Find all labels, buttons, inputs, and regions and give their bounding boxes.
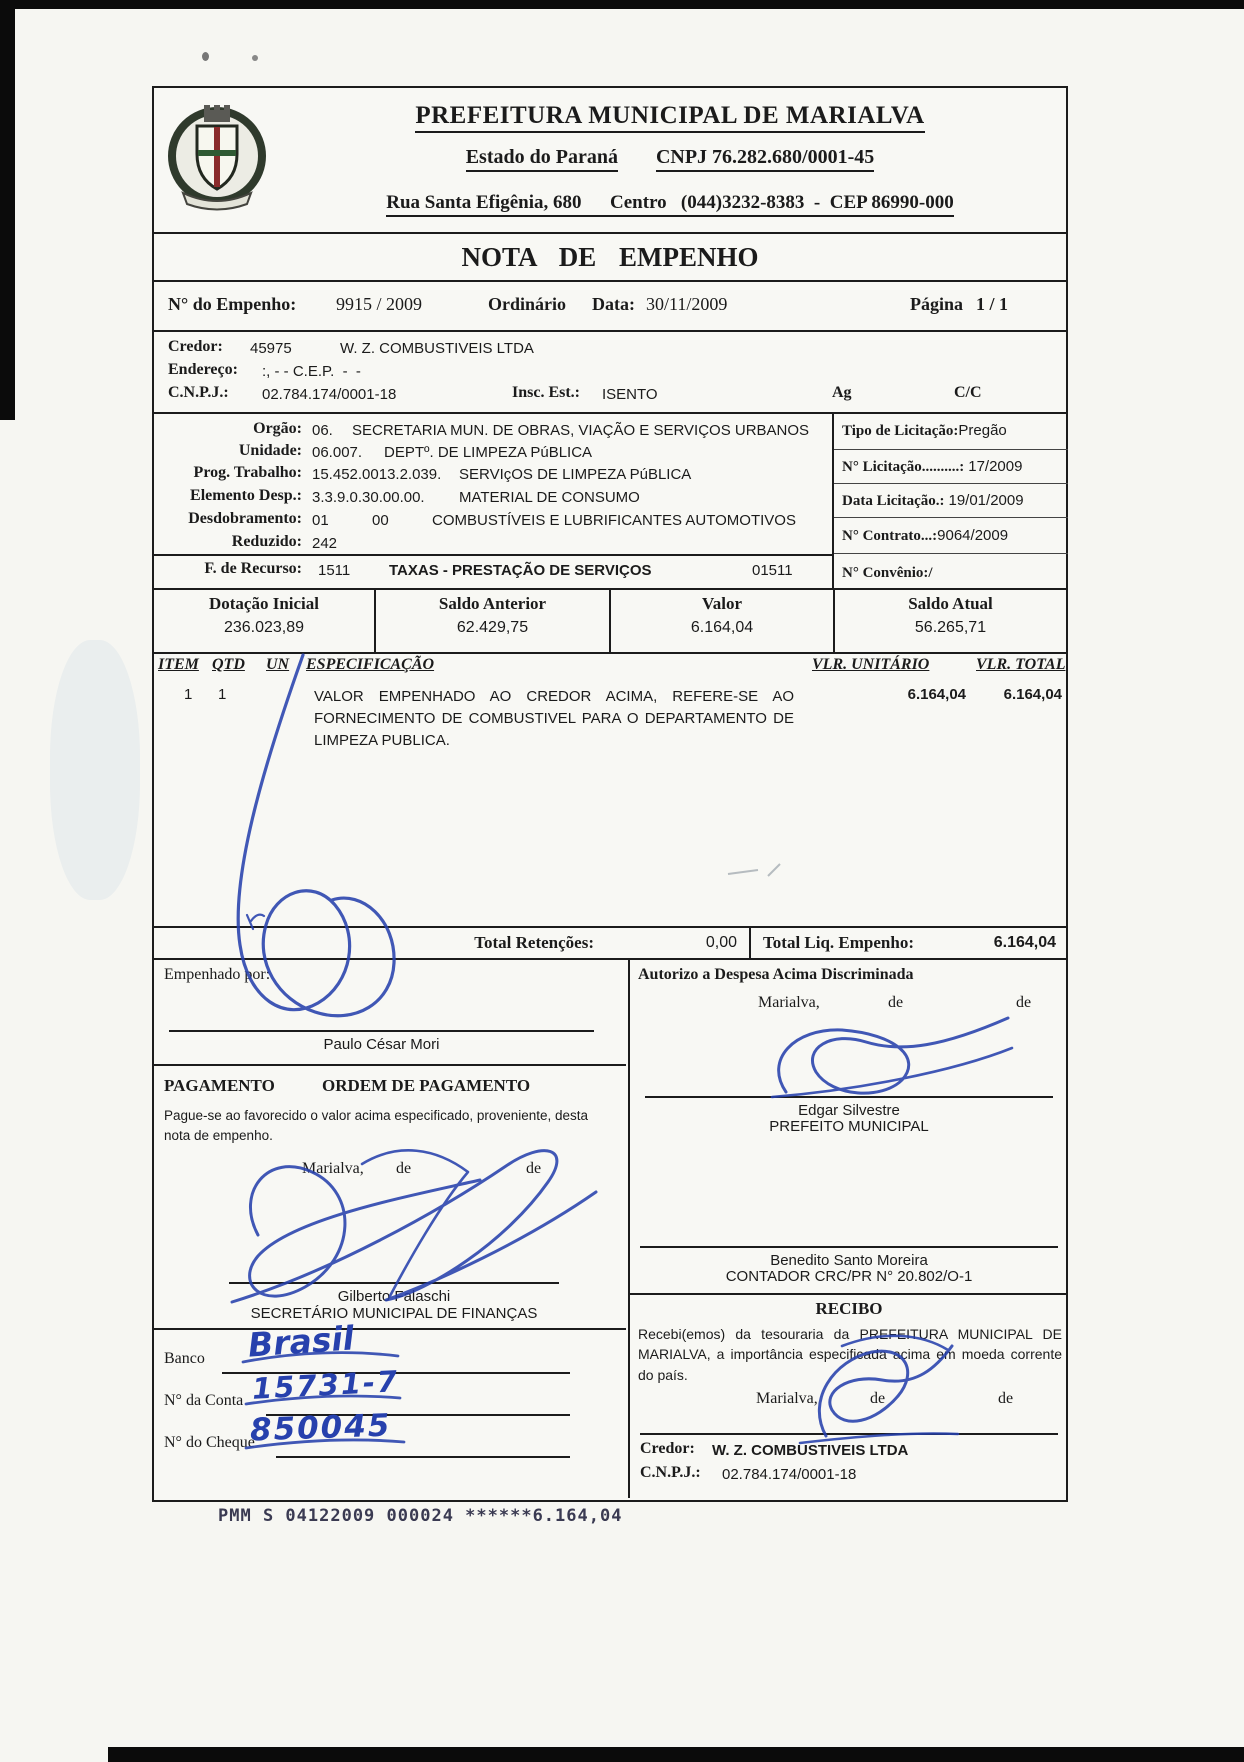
doc-title: NOTA DE EMPENHO xyxy=(461,242,759,272)
organ-label: Orgão: xyxy=(253,420,302,437)
page-number: 1 / 1 xyxy=(976,294,1009,314)
finance-secretary-title: SECRETÁRIO MUNICIPAL DE FINANÇAS xyxy=(250,1305,538,1322)
scan-speck xyxy=(202,52,209,61)
bidding-type: Pregão xyxy=(958,422,1007,439)
net-total-value: 6.164,04 xyxy=(993,934,1056,951)
accountant-name: Benedito Santo Moreira xyxy=(770,1252,928,1269)
payment-title: PAGAMENTO xyxy=(164,1076,275,1095)
cheque-field-line xyxy=(276,1456,570,1458)
breakdown-code1: 01 xyxy=(312,512,329,529)
signature-line xyxy=(640,1246,1058,1248)
bidding-number-label: N° Licitação..........: xyxy=(842,459,965,475)
accountant-title: CONTADOR CRC/PR N° 20.802/O-1 xyxy=(725,1268,973,1285)
scan-artifact-top xyxy=(0,0,1244,9)
item-qty: 1 xyxy=(218,686,227,703)
bidding-type-label: Tipo de Licitação: xyxy=(842,423,959,439)
receipt-cnpj: 02.784.174/0001-18 xyxy=(722,1466,857,1483)
retentions-value: 0,00 xyxy=(705,934,737,951)
receipt-text: Recebi(emos) da tesouraria da PREFEITURA MUNICIPAL DE MARIALVA, a importância especificada acima em moeda corrente do país. xyxy=(638,1326,1062,1383)
payment-order-title: ORDEM DE PAGAMENTO xyxy=(322,1076,531,1095)
committed-by-name: Paulo César Mori xyxy=(323,1036,440,1053)
receipt-title: RECIBO xyxy=(815,1299,883,1318)
mayor-title: PREFEITO MUNICIPAL xyxy=(769,1118,929,1135)
creditor-address: :, - - C.E.P. - - xyxy=(262,363,361,380)
account-label: C/C xyxy=(954,384,982,401)
unit-name: DEPTº. DE LIMPEZA PúBLICA xyxy=(384,444,593,461)
empenho-number-label: N° do Empenho: xyxy=(168,294,297,314)
budget-section xyxy=(154,414,1066,590)
organ-name: SECRETARIA MUN. DE OBRAS, VIAÇÃO E SERVIÇOS URBANOS xyxy=(352,422,810,439)
section-divider xyxy=(154,1064,626,1066)
bidding-number: 17/2009 xyxy=(968,458,1023,475)
col-header-unit-value: VLR. UNITÁRIO xyxy=(812,656,930,673)
dot-matrix-footer: PMM S 04122009 000024 ******6.164,04 xyxy=(218,1506,623,1526)
scan-speck xyxy=(252,55,258,61)
address-line: Rua Santa Efigênia, 680 Centro (044)3232-8383 - CEP 86990-000 xyxy=(386,192,954,217)
contract-number-label: N° Contrato...: xyxy=(842,528,938,544)
balances-table xyxy=(154,590,1066,654)
col-header-spec: ESPECIFICAÇÃO xyxy=(306,656,435,673)
creditor-label: Credor: xyxy=(168,338,223,355)
items-section xyxy=(154,654,1066,926)
breakdown-label: Desdobramento: xyxy=(188,510,302,527)
contract-number: 9064/2009 xyxy=(937,527,1009,544)
balance-header: Saldo Atual xyxy=(908,594,993,613)
handwritten-cheque: 850045 xyxy=(249,1407,393,1449)
municipality-title: PREFEITURA MUNICIPAL DE MARIALVA xyxy=(415,102,924,133)
work-program-code: 15.452.0013.2.039. xyxy=(312,466,442,483)
of-label: de xyxy=(870,1390,886,1407)
bidding-date-label: Data Licitação.: xyxy=(842,493,945,509)
receipt-creditor-name: W. Z. COMBUSTIVEIS LTDA xyxy=(712,1442,909,1459)
scan-artifact-bottom xyxy=(108,1747,1244,1762)
authorization-title: Autorizo a Despesa Acima Discriminada xyxy=(638,966,914,983)
creditor-cnpj: 02.784.174/0001-18 xyxy=(262,386,397,403)
empenho-number: 9915 / 2009 xyxy=(336,294,423,314)
creditor-name: W. Z. COMBUSTIVEIS LTDA xyxy=(340,340,534,357)
signature-line xyxy=(169,1030,594,1032)
col-header-item: ITEM xyxy=(158,656,199,673)
empenho-type: Ordinário xyxy=(488,294,567,314)
of-label: de xyxy=(1016,994,1032,1011)
col-header-unit: UN xyxy=(266,656,290,673)
handwritten-account: 15731-7 xyxy=(251,1364,400,1406)
balance-value: 6.164,04 xyxy=(690,619,754,636)
bank-label: Banco xyxy=(164,1350,205,1367)
committed-by-label: Empenhado por: xyxy=(164,966,271,983)
page-label: Página xyxy=(910,294,964,314)
right-column xyxy=(628,960,1068,1498)
signature-line xyxy=(645,1096,1053,1098)
organ-code: 06. xyxy=(312,422,333,439)
empenho-row xyxy=(154,282,1066,332)
coat-of-arms-logo xyxy=(166,96,268,219)
form-header xyxy=(154,88,1066,234)
balance-value: 62.429,75 xyxy=(456,619,529,636)
state-reg-label: Insc. Est.: xyxy=(512,384,581,401)
of-label: de xyxy=(526,1160,542,1177)
work-program-label: Prog. Trabalho: xyxy=(193,464,302,481)
work-program-name: SERVIçOS DE LIMPEZA PúBLICA xyxy=(459,466,692,483)
item-description: VALOR EMPENHADO AO CREDOR ACIMA, REFERE-SE AO FORNECIMENTO DE COMBUSTIVEL PARA O DEPARTAMENTO DE LIMPEZA PUBLICA. xyxy=(314,688,794,749)
of-label: de xyxy=(998,1390,1014,1407)
reduced-label: Reduzido: xyxy=(231,533,302,550)
retentions-label: Total Retenções: xyxy=(474,933,594,952)
section-divider xyxy=(630,1293,1068,1295)
item-number: 1 xyxy=(184,686,193,703)
nota-de-empenho-form xyxy=(152,86,1068,1502)
receipt-creditor-label: Credor: xyxy=(640,1440,695,1457)
cnpj-header: CNPJ 76.282.680/0001-45 xyxy=(656,146,874,172)
totals-row xyxy=(154,926,1066,960)
of-label: de xyxy=(396,1160,412,1177)
expense-element-label: Elemento Desp.: xyxy=(190,487,302,504)
resource-name: TAXAS - PRESTAÇÃO DE SERVIÇOS xyxy=(389,562,652,579)
state-label: Estado do Paraná xyxy=(466,146,618,172)
balance-value: 236.023,89 xyxy=(223,619,305,636)
breakdown-name: COMBUSTÍVEIS E LUBRIFICANTES AUTOMOTIVOS xyxy=(432,512,796,529)
col-header-qty: QTD xyxy=(212,656,245,673)
of-label: de xyxy=(888,994,904,1011)
unit-code: 06.007. xyxy=(312,444,363,461)
resource-divider xyxy=(154,554,832,556)
receipt-cnpj-label: C.N.P.J.: xyxy=(640,1464,701,1481)
bidding-date: 19/01/2009 xyxy=(948,492,1024,509)
state-reg-value: ISENTO xyxy=(602,386,658,403)
handwritten-bank: Brasil xyxy=(246,1318,356,1365)
bidding-box xyxy=(832,414,1068,590)
date-label: Data: xyxy=(592,294,635,314)
balance-header: Saldo Anterior xyxy=(438,594,547,613)
expense-element-code: 3.3.9.0.30.00.00. xyxy=(312,489,425,506)
creditor-address-label: Endereço: xyxy=(168,361,238,378)
cheque-number-label: N° do Cheque xyxy=(164,1434,255,1451)
signature-line xyxy=(640,1433,1058,1435)
agency-label: Ag xyxy=(832,384,852,401)
resource-code2: 01511 xyxy=(752,562,793,579)
creditor-section xyxy=(154,332,1066,414)
unit-label: Unidade: xyxy=(238,442,302,459)
creditor-code: 45975 xyxy=(250,340,292,357)
balance-header: Dotação Inicial xyxy=(208,594,320,613)
agreement-label: N° Convênio:/ xyxy=(842,565,933,581)
expense-element-name: MATERIAL DE CONSUMO xyxy=(459,489,640,506)
finance-secretary-name: Gilberto Falaschi xyxy=(337,1288,451,1305)
balance-header: Valor xyxy=(702,594,742,613)
col-header-total-value: VLR. TOTAL xyxy=(976,656,1066,673)
payment-order-text: Pague-se ao favorecido o valor acima especificado, proveniente, desta nota de empenho. xyxy=(164,1108,589,1144)
section-divider xyxy=(154,1328,626,1330)
doc-title-band xyxy=(154,234,1066,282)
balance-value: 56.265,71 xyxy=(914,619,987,636)
breakdown-code2: 00 xyxy=(372,512,389,529)
scan-artifact-left xyxy=(0,0,15,420)
resource-code: 1511 xyxy=(318,562,351,579)
creditor-cnpj-label: C.N.P.J.: xyxy=(168,384,229,401)
city-label: Marialva, xyxy=(302,1160,364,1177)
signature-line xyxy=(229,1282,559,1284)
mayor-name: Edgar Silvestre xyxy=(798,1102,900,1119)
item-total-value: 6.164,04 xyxy=(1003,686,1062,703)
net-total-label: Total Liq. Empenho: xyxy=(763,933,914,952)
scan-smudge xyxy=(50,640,140,900)
resource-label: F. de Recurso: xyxy=(204,560,302,577)
reduced-code: 242 xyxy=(312,535,338,552)
city-label: Marialva, xyxy=(756,1390,818,1407)
account-number-label: N° da Conta xyxy=(164,1392,244,1409)
item-unit-value: 6.164,04 xyxy=(907,686,966,703)
date-value: 30/11/2009 xyxy=(646,294,728,314)
city-label: Marialva, xyxy=(758,994,820,1011)
